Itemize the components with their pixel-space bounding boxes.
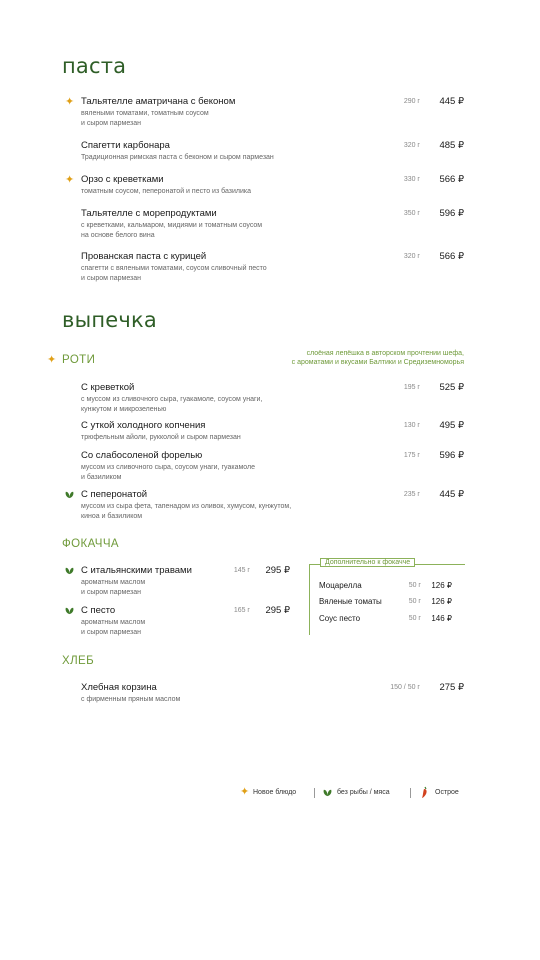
dish-price: 596 ₽: [439, 450, 464, 461]
dish-name: Орзо с креветками: [81, 174, 164, 185]
section-title-bakery: выпечка: [62, 308, 157, 332]
extra-weight: 50 г: [408, 598, 421, 605]
new-dish-star-icon: ✦: [65, 174, 75, 186]
dish-description: ароматным маслом и сыром пармезан: [81, 579, 146, 596]
dish-price: 445 ₽: [439, 489, 464, 500]
legend-spicy-label: Острое: [435, 789, 459, 796]
dish-weight: 330 г: [403, 176, 420, 183]
dish-price: 275 ₽: [439, 682, 464, 693]
dish-description: муссом из сливочного сыра, соусом унаги, гуакамоле и базиликом: [81, 464, 255, 481]
dish-price: 566 ₽: [439, 251, 464, 262]
dish-weight: 235 г: [403, 491, 420, 498]
spicy-pepper-icon: [421, 786, 429, 799]
legend-leaf-label: без рыбы / мяса: [337, 789, 390, 796]
dish-name: С пеперонатой: [81, 489, 148, 500]
dish-weight: 350 г: [403, 210, 420, 217]
dish-description: томатным соусом, пеперонатой и песто из базилика: [81, 188, 252, 195]
subsection-title-focaccia: ФОКАЧЧА: [62, 538, 119, 550]
focaccia-extras-title: Дополнительно к фокачче: [320, 558, 415, 567]
vegetarian-leaf-icon: [323, 788, 332, 797]
dish-price: 596 ₽: [439, 208, 464, 219]
subsection-title-bread: ХЛЕБ: [62, 655, 95, 667]
dish-name: Тальятелле с морепродуктами: [81, 208, 217, 219]
extra-name: Соус песто: [319, 614, 361, 623]
dish-description: Традиционная римская паста с беконом и сыром пармезан: [81, 154, 274, 161]
dish-weight: 165 г: [233, 607, 250, 614]
new-dish-star-icon: ✦: [47, 354, 57, 366]
dish-description: с фирменным пряным маслом: [81, 696, 181, 703]
extra-weight: 50 г: [408, 615, 421, 622]
dish-weight: 320 г: [403, 253, 420, 260]
dish-name: С итальянскими травами: [81, 565, 192, 576]
dish-name: Спагетти карбонара: [81, 140, 170, 151]
vegetarian-leaf-icon: [65, 606, 74, 615]
dish-weight: 145 г: [233, 567, 250, 574]
dish-weight: 320 г: [403, 142, 420, 149]
extra-weight: 50 г: [408, 582, 421, 589]
dish-name: С креветкой: [81, 382, 135, 393]
legend-new-label: Новое блюдо: [253, 789, 297, 796]
dish-name: Тальятелле аматричана с беконом: [81, 96, 236, 107]
dish-weight: 175 г: [403, 452, 420, 459]
vegetarian-leaf-icon: [65, 566, 74, 575]
extra-price: 126 ₽: [431, 597, 452, 606]
dish-name: Со слабосоленой форелью: [81, 450, 203, 461]
dish-price: 566 ₽: [439, 174, 464, 185]
new-dish-star-icon: ✦: [65, 96, 75, 108]
dish-weight: 290 г: [403, 98, 420, 105]
dish-description: вялеными томатами, томатным соусом и сыром пармезан: [81, 110, 209, 127]
extra-price: 146 ₽: [431, 614, 452, 623]
extra-name: Вяленые томаты: [319, 597, 382, 606]
dish-price: 295 ₽: [265, 605, 290, 616]
dish-name: С песто: [81, 605, 116, 616]
legend-divider: [314, 788, 315, 798]
roti-note: слоёная лепёшка в авторском прочтении шефа, с ароматами и вкусами Балтики и Средиземноморья: [291, 350, 464, 366]
dish-description: с креветками, кальмаром, мидиями и томатным соусом на основе белого вина: [81, 222, 263, 239]
extra-name: Моцарелла: [319, 581, 362, 590]
dish-price: 445 ₽: [439, 96, 464, 107]
dish-weight: 150 / 50 г: [390, 684, 420, 691]
dish-price: 485 ₽: [439, 140, 464, 151]
vegetarian-leaf-icon: [65, 490, 74, 499]
subsection-title-roti: РОТИ: [62, 354, 96, 366]
legend-divider: [410, 788, 411, 798]
section-title-pasta: паста: [62, 54, 127, 78]
dish-description: трюфельным айоли, рукколой и сыром пармезан: [81, 434, 241, 441]
dish-price: 525 ₽: [439, 382, 464, 393]
extra-price: 126 ₽: [431, 581, 452, 590]
dish-description: с муссом из сливочного сыра, гуакамоле, соусом унаги, кунжутом и микрозеленью: [81, 396, 263, 413]
dish-description: спагетти с вялеными томатами, соусом сливочный песто и сыром пармезан: [81, 265, 267, 282]
dish-name: Хлебная корзина: [81, 682, 157, 693]
dish-price: 495 ₽: [439, 420, 464, 431]
dish-name: С уткой холодного копчения: [81, 420, 206, 431]
new-dish-star-icon: ✦: [240, 786, 250, 798]
dish-description: ароматным маслом и сыром пармезан: [81, 619, 146, 636]
dish-name: Прованская паста с курицей: [81, 251, 207, 262]
dish-price: 295 ₽: [265, 565, 290, 576]
dish-weight: 195 г: [403, 384, 420, 391]
dish-description: муссом из сыра фета, тапенадом из оливок, хумусом, кунжутом, киноа и базиликом: [81, 503, 292, 520]
dish-weight: 130 г: [403, 422, 420, 429]
